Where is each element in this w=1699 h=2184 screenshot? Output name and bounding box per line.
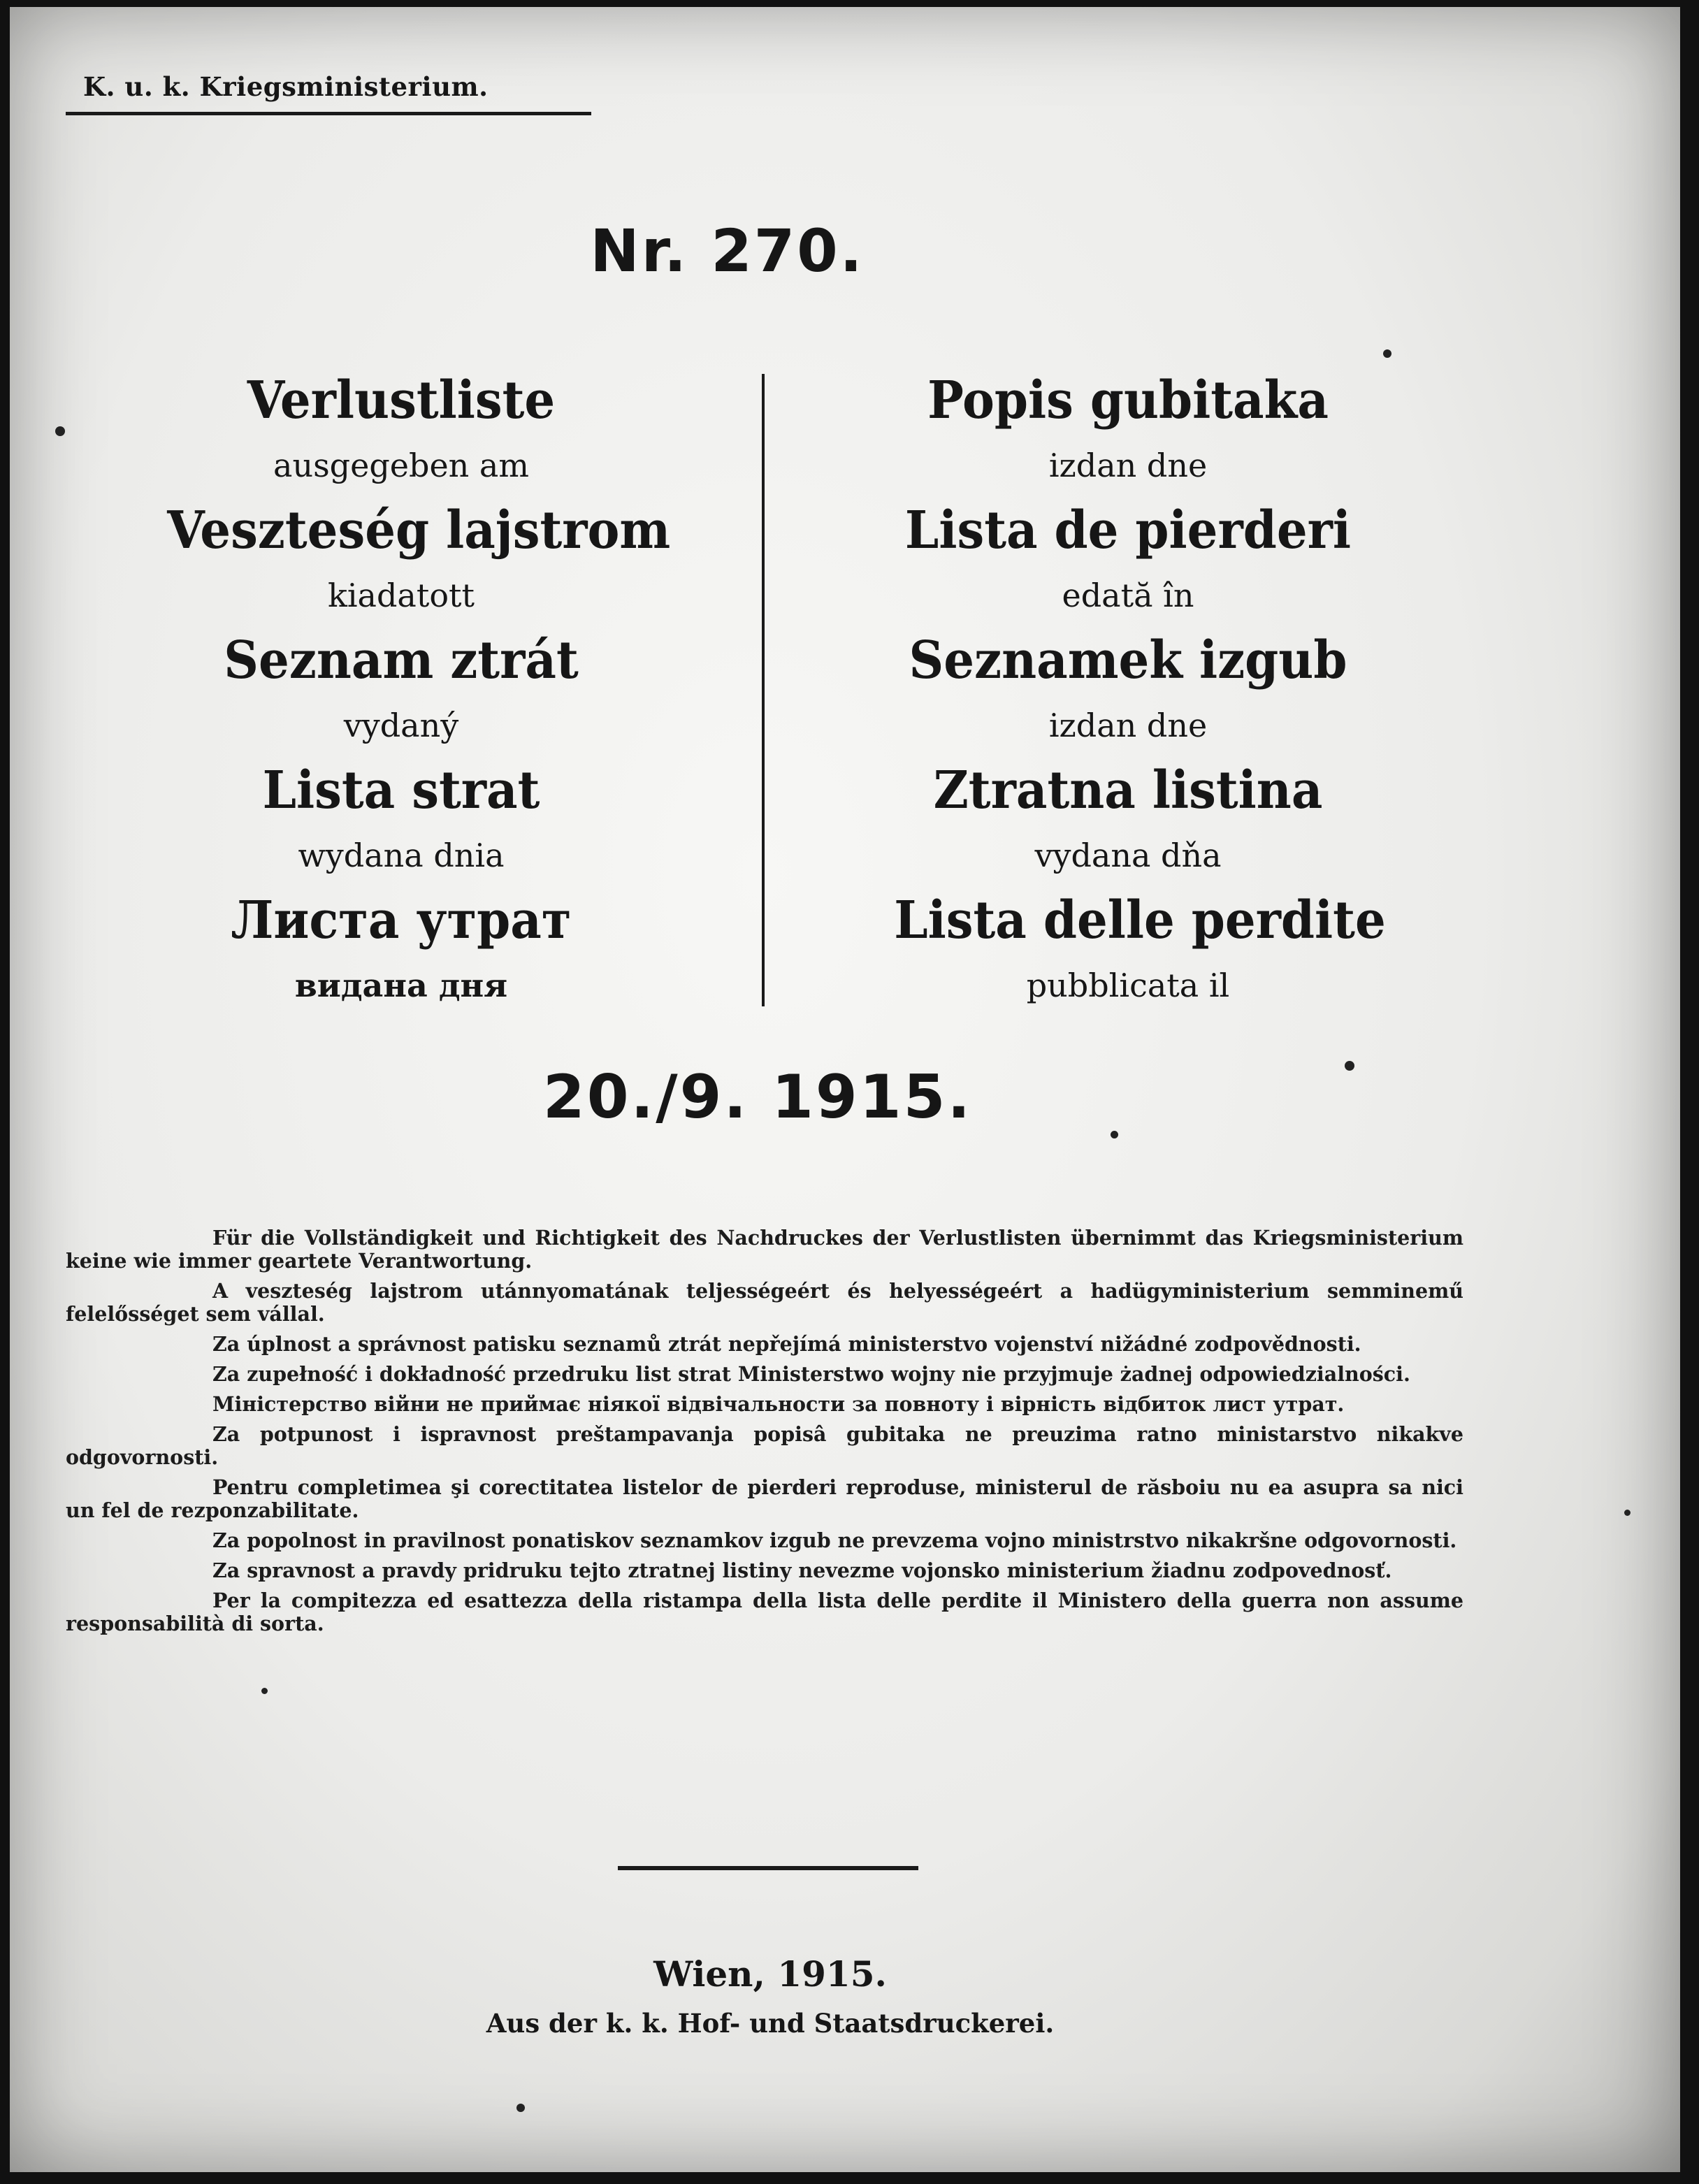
list-subtitle: kiadatott — [327, 577, 475, 614]
scan-speck — [516, 2104, 525, 2112]
disclaimer-paragraph: A veszteség lajstrom utánnyomatának teljességeért és helyességeért a hadügyministerium semminemű felelősséget sem vállal. — [66, 1279, 1463, 1326]
list-subtitle: ausgegeben am — [273, 447, 529, 484]
title-block — [876, 363, 1380, 493]
scan-speck — [1383, 349, 1391, 358]
list-title: Lista de pierderi — [904, 500, 1352, 561]
imprint-place: Wien, 1915. — [653, 1953, 887, 1995]
disclaimer-paragraph: Za úplnost a správnost patisku seznamů ztrát nepřejímá ministerstvo vojenství nižádné zodpovědnosti. — [212, 1332, 1361, 1356]
list-title: Popis gubitaka — [927, 370, 1329, 431]
list-title: Veszteség lajstrom — [167, 500, 671, 561]
list-title: Seznam ztrát — [224, 630, 579, 690]
list-title: Ztratna listina — [933, 760, 1323, 820]
disclaimer-paragraph: Міністерство війни не приймає ніякої відвічальности за повноту і вірність відбиток лист утрат. — [212, 1392, 1345, 1416]
disclaimer-paragraph: Za potpunost i ispravnost preštampavanja popisâ gubitaka ne preuzima ratno ministarstvo nikakve odgovornosti. — [66, 1422, 1463, 1469]
disclaimer-paragraph: Za zupełność i dokładność przedruku list strat Ministerstwo wojny nie przyjmuje żadnej odpowiedzialności. — [212, 1362, 1410, 1386]
title-block — [150, 493, 671, 623]
disclaimer-paragraph: Für die Vollständigkeit und Richtigkeit des Nachdruckes der Verlustlisten übernimmt das Kriegsministerium keine wie immer geartete Verantwortung. — [66, 1226, 1463, 1273]
scan-speck — [1345, 1061, 1354, 1071]
list-subtitle: pubblicata il — [1026, 967, 1230, 1004]
list-title: Lista delle perdite — [894, 890, 1386, 950]
list-subtitle: wydana dnia — [298, 837, 505, 874]
list-subtitle: vydana dňa — [1034, 837, 1222, 874]
list-subtitle: vydaný — [343, 707, 459, 744]
scan-speck — [1624, 1510, 1631, 1516]
disclaimer-paragraph: Za spravnost a pravdy pridruku tejto ztratnej listiny nevezme vojonsko ministerium žiadnu zodpovednosť. — [212, 1559, 1392, 1582]
list-subtitle: izdan dne — [1048, 707, 1208, 744]
right-title-column — [876, 363, 1386, 1013]
left-title-column — [150, 363, 671, 1013]
list-title: Lista strat — [262, 760, 540, 820]
scan-speck — [261, 1688, 268, 1694]
title-block — [150, 753, 653, 883]
title-block — [150, 623, 653, 753]
list-subtitle: edată în — [1062, 577, 1194, 614]
ministry-header: K. u. k. Kriegsministerium. — [83, 71, 489, 102]
scan-speck — [55, 426, 65, 436]
header-underline — [66, 112, 591, 115]
title-block — [876, 623, 1380, 753]
list-subtitle: izdan dne — [1048, 447, 1208, 484]
issue-number: Nr. 270. — [590, 217, 865, 285]
column-divider — [762, 374, 765, 1006]
list-title: Verlustliste — [247, 370, 556, 431]
title-block — [150, 363, 653, 493]
disclaimer-paragraph: Pentru completimea şi corectitatea listelor de pierderi reproduse, ministerul de răsboiu nu ea asupra sa nici un fel de rezponzabilitate. — [66, 1475, 1463, 1522]
list-title: Seznamek izgub — [909, 630, 1347, 690]
scan-speck — [1111, 1131, 1118, 1138]
list-title: Листа утрат — [231, 890, 572, 950]
publication-date: 20./9. 1915. — [542, 1062, 973, 1132]
document-page — [10, 7, 1680, 2172]
title-block — [150, 883, 653, 1013]
title-block — [876, 753, 1380, 883]
disclaimer-paragraph: Za popolnost in pravilnost ponatiskov seznamkov izgub ne prevzema vojno ministrstvo nikakršne odgovornosti. — [212, 1528, 1457, 1552]
disclaimer-paragraph: Per la compitezza ed esattezza della ristampa della lista delle perdite il Ministero della guerra non assume responsabilità di sorta. — [66, 1589, 1463, 1635]
footer-divider — [618, 1866, 918, 1870]
title-block — [876, 493, 1380, 623]
disclaimer-section — [66, 1227, 1463, 1642]
title-block — [876, 883, 1386, 1013]
imprint-printer: Aus der k. k. Hof- und Staatsdruckerei. — [486, 2008, 1055, 2039]
list-subtitle: видана дня — [294, 967, 508, 1004]
